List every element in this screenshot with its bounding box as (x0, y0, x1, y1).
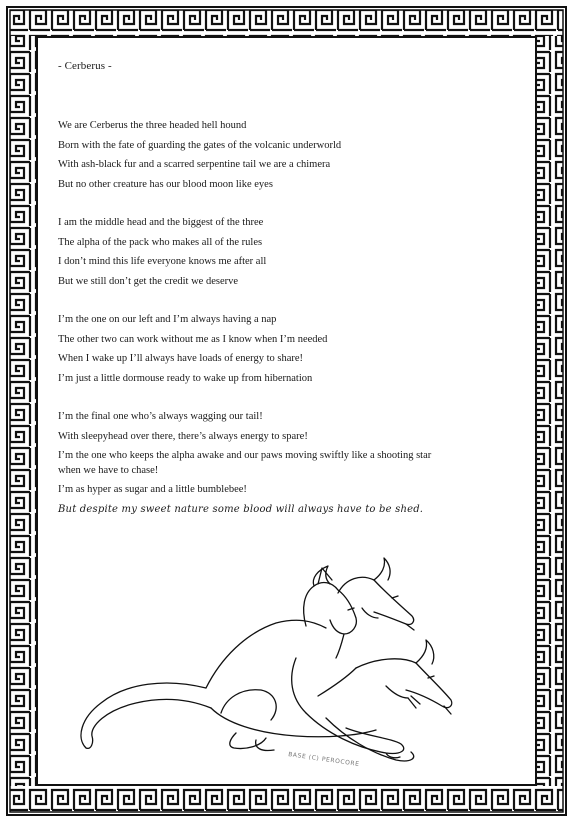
poem-page (36, 36, 537, 786)
poem-line: when we have to chase! (58, 465, 159, 476)
poem-line: I am the middle head and the biggest of the three (58, 217, 264, 228)
poem-line: But no other creature has our blood moon like eyes (58, 178, 273, 190)
poem-body (58, 116, 528, 538)
poem-line: I don’t mind this life everyone knows me after all (58, 256, 267, 267)
poem-line: I’m the final one who’s always wagging our tail! (58, 411, 263, 422)
poem-line: I’m the one who keeps the alpha awake and our paws moving swiftly like a shooting star (58, 450, 432, 461)
poem-line: When I wake up I’ll always have loads of energy to share! (58, 353, 304, 364)
poem-line-script: But despite my sweet nature some blood will always have to be shed. (58, 503, 424, 515)
poem-line: But we still don’t get the credit we deserve (58, 275, 239, 287)
stanza-3 (58, 310, 528, 388)
stanza-4 (58, 407, 528, 519)
poem-line: I’m as hyper as sugar and a little bumblebee! (58, 484, 247, 495)
poem-line: With ash-black fur and a scarred serpentine tail we are a chimera (58, 159, 331, 170)
illustration-watermark: BASE (C) PEROCORE (287, 751, 360, 768)
poem-line: The alpha of the pack who makes all of the rules (58, 236, 263, 248)
stanza-1 (58, 116, 528, 194)
cerberus-illustration (56, 538, 476, 778)
poem-line: I’m just a little dormouse ready to wake up from hibernation (58, 372, 313, 384)
poem-title: - Cerberus - (58, 60, 112, 72)
poem-line: Born with the fate of guarding the gates of the volcanic underworld (58, 139, 342, 151)
poem-line: The other two can work without me as I know when I’m needed (58, 333, 328, 345)
poem-line: With sleepyhead over there, there’s always energy to spare! (58, 430, 308, 442)
stanza-2 (58, 213, 528, 291)
poem-line: I’m the one on our left and I’m always having a nap (58, 314, 277, 325)
poem-line: We are Cerberus the three headed hell hound (58, 120, 247, 131)
